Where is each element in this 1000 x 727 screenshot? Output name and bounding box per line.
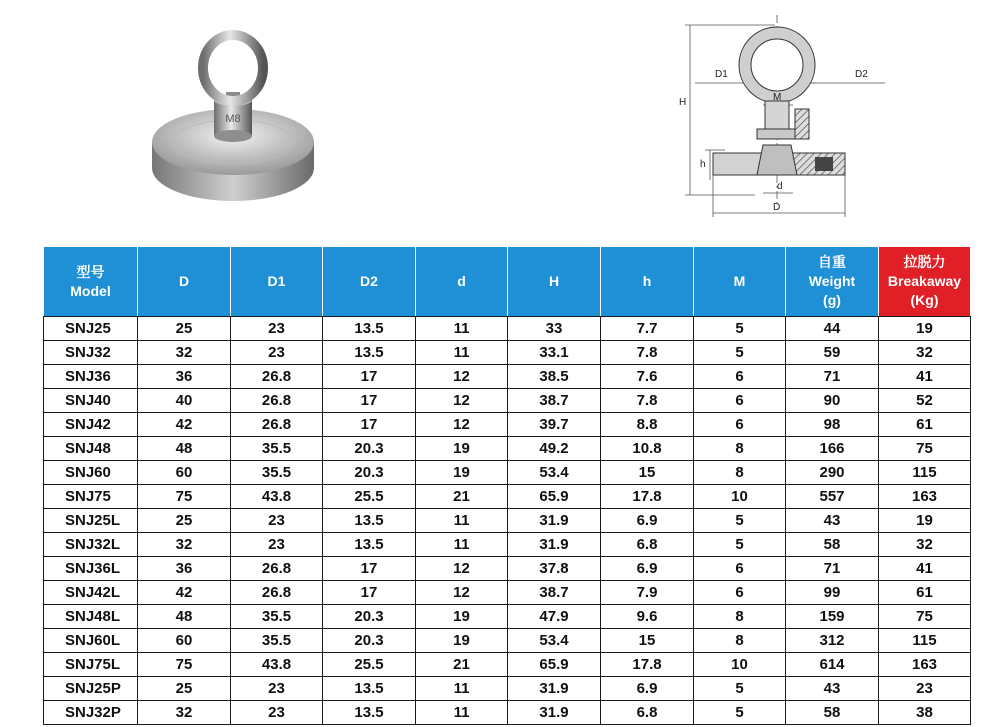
spec-table (43, 246, 971, 725)
header-d (138, 247, 231, 317)
cell-h-small: 7.6 (601, 365, 694, 389)
label-h-upper: H (679, 97, 687, 108)
table-row (44, 653, 971, 677)
header-h (508, 247, 601, 317)
cell-model: SNJ32P (44, 701, 138, 725)
cell-d-small: 11 (416, 701, 508, 725)
cell-breakaway: 38 (879, 701, 971, 725)
cell-d-small: 11 (416, 677, 508, 701)
table-row (44, 677, 971, 701)
cell-d1: 43.8 (231, 485, 323, 509)
cell-h: 53.4 (508, 461, 601, 485)
table-row (44, 485, 971, 509)
label-m: M (773, 92, 782, 103)
cell-d: 60 (138, 629, 231, 653)
cell-h-small: 7.9 (601, 581, 694, 605)
cell-d1: 23 (231, 341, 323, 365)
cell-h-small: 10.8 (601, 437, 694, 461)
cell-model: SNJ36L (44, 557, 138, 581)
cell-m: 5 (694, 701, 786, 725)
cell-d: 75 (138, 653, 231, 677)
header-d1 (231, 247, 323, 317)
cell-m: 5 (694, 533, 786, 557)
cell-weight: 159 (786, 605, 879, 629)
cell-d1: 43.8 (231, 653, 323, 677)
dimension-diagram (665, 5, 965, 220)
cell-h-small: 7.7 (601, 317, 694, 341)
cell-weight: 614 (786, 653, 879, 677)
cell-h-small: 6.8 (601, 701, 694, 725)
cell-d-small: 11 (416, 317, 508, 341)
cell-m: 6 (694, 389, 786, 413)
header-d-small (416, 247, 508, 317)
cell-d-small: 11 (416, 533, 508, 557)
cell-h: 31.9 (508, 509, 601, 533)
cell-d2: 17 (323, 365, 416, 389)
cell-h: 65.9 (508, 653, 601, 677)
cell-h-small: 17.8 (601, 485, 694, 509)
cell-d2: 25.5 (323, 485, 416, 509)
cell-h-small: 9.6 (601, 605, 694, 629)
header-line: Breakaway (887, 273, 962, 289)
cell-model: SNJ75 (44, 485, 138, 509)
cell-h-small: 6.9 (601, 557, 694, 581)
cell-d: 75 (138, 485, 231, 509)
cell-weight: 43 (786, 509, 879, 533)
table-row (44, 557, 971, 581)
cell-model: SNJ48 (44, 437, 138, 461)
header-line: M (733, 273, 746, 289)
cell-d1: 35.5 (231, 437, 323, 461)
table-body (44, 317, 971, 725)
cell-d-small: 19 (416, 437, 508, 461)
header-line: (g) (823, 292, 841, 308)
cell-d1: 26.8 (231, 389, 323, 413)
cell-breakaway: 41 (879, 365, 971, 389)
cell-weight: 58 (786, 701, 879, 725)
cell-weight: 43 (786, 677, 879, 701)
cell-model: SNJ32L (44, 533, 138, 557)
header-line: Weight (808, 273, 856, 289)
cell-h: 39.7 (508, 413, 601, 437)
cell-h: 38.7 (508, 389, 601, 413)
label-d-big: D (773, 202, 781, 213)
cell-d: 48 (138, 605, 231, 629)
cell-d-small: 21 (416, 653, 508, 677)
cell-d-small: 21 (416, 485, 508, 509)
label-h-lower: h (700, 159, 706, 170)
cell-breakaway: 19 (879, 317, 971, 341)
cell-d1: 23 (231, 701, 323, 725)
header-line: d (457, 273, 466, 289)
cell-weight: 557 (786, 485, 879, 509)
header-weight (786, 247, 879, 317)
table-row (44, 317, 971, 341)
cell-d1: 23 (231, 509, 323, 533)
cell-d-small: 12 (416, 413, 508, 437)
cell-m: 10 (694, 485, 786, 509)
cell-breakaway: 163 (879, 653, 971, 677)
cell-h: 53.4 (508, 629, 601, 653)
cell-d-small: 11 (416, 341, 508, 365)
cell-breakaway: 52 (879, 389, 971, 413)
cell-breakaway: 75 (879, 605, 971, 629)
cell-d-small: 12 (416, 557, 508, 581)
cell-d-small: 19 (416, 629, 508, 653)
cell-weight: 290 (786, 461, 879, 485)
cell-model: SNJ36 (44, 365, 138, 389)
label-d1: D1 (715, 69, 728, 80)
header-d2 (323, 247, 416, 317)
cell-h: 37.8 (508, 557, 601, 581)
cell-m: 8 (694, 629, 786, 653)
cell-h-small: 6.9 (601, 509, 694, 533)
cell-d: 36 (138, 557, 231, 581)
cell-d1: 26.8 (231, 413, 323, 437)
cell-d1: 35.5 (231, 461, 323, 485)
header-line: Model (70, 282, 111, 299)
table-row (44, 341, 971, 365)
cell-d: 48 (138, 437, 231, 461)
table-row (44, 509, 971, 533)
cell-model: SNJ42L (44, 581, 138, 605)
cell-model: SNJ32 (44, 341, 138, 365)
cell-d2: 17 (323, 581, 416, 605)
cell-weight: 98 (786, 413, 879, 437)
cell-m: 10 (694, 653, 786, 677)
cell-d2: 17 (323, 413, 416, 437)
cell-h-small: 7.8 (601, 389, 694, 413)
cell-d: 32 (138, 701, 231, 725)
cell-h-small: 15 (601, 461, 694, 485)
header-h-small (601, 247, 694, 317)
cell-model: SNJ25 (44, 317, 138, 341)
cell-weight: 59 (786, 341, 879, 365)
cell-d2: 13.5 (323, 533, 416, 557)
cell-m: 6 (694, 557, 786, 581)
cell-breakaway: 32 (879, 341, 971, 365)
cell-h: 38.5 (508, 365, 601, 389)
header-m (694, 247, 786, 317)
cell-d1: 26.8 (231, 581, 323, 605)
cell-d: 42 (138, 581, 231, 605)
cell-h-small: 8.8 (601, 413, 694, 437)
product-photo (148, 30, 318, 210)
label-d-small: d (777, 181, 783, 192)
cell-d-small: 19 (416, 605, 508, 629)
cell-h: 31.9 (508, 533, 601, 557)
cell-d2: 13.5 (323, 317, 416, 341)
cell-m: 5 (694, 341, 786, 365)
cell-d: 36 (138, 365, 231, 389)
cell-model: SNJ48L (44, 605, 138, 629)
table-row (44, 581, 971, 605)
cell-model: SNJ25P (44, 677, 138, 701)
photo-stamp-text: M8 (225, 113, 241, 125)
cell-d2: 13.5 (323, 701, 416, 725)
table-row (44, 629, 971, 653)
cell-d1: 23 (231, 677, 323, 701)
cell-d1: 23 (231, 533, 323, 557)
cell-breakaway: 23 (879, 677, 971, 701)
cell-h-small: 6.9 (601, 677, 694, 701)
cell-m: 6 (694, 413, 786, 437)
cell-weight: 71 (786, 365, 879, 389)
cell-weight: 71 (786, 557, 879, 581)
cell-model: SNJ75L (44, 653, 138, 677)
cell-d2: 13.5 (323, 677, 416, 701)
cell-d: 32 (138, 533, 231, 557)
cell-breakaway: 61 (879, 581, 971, 605)
cell-d: 25 (138, 677, 231, 701)
cell-h: 47.9 (508, 605, 601, 629)
cell-breakaway: 61 (879, 413, 971, 437)
cell-h: 65.9 (508, 485, 601, 509)
header-line: D2 (360, 273, 378, 289)
cell-m: 5 (694, 677, 786, 701)
cell-d2: 17 (323, 389, 416, 413)
cell-m: 6 (694, 581, 786, 605)
cell-d2: 20.3 (323, 629, 416, 653)
cell-breakaway: 19 (879, 509, 971, 533)
cell-m: 8 (694, 461, 786, 485)
cell-d-small: 19 (416, 461, 508, 485)
cell-d-small: 12 (416, 581, 508, 605)
header-breakaway (879, 247, 971, 317)
header-line: 拉脱力 (903, 254, 946, 270)
cell-d-small: 12 (416, 389, 508, 413)
cell-d1: 35.5 (231, 605, 323, 629)
cell-d2: 13.5 (323, 341, 416, 365)
cell-breakaway: 115 (879, 461, 971, 485)
cell-d1: 26.8 (231, 557, 323, 581)
cell-h: 31.9 (508, 701, 601, 725)
cell-d: 42 (138, 413, 231, 437)
cell-breakaway: 41 (879, 557, 971, 581)
cell-m: 5 (694, 317, 786, 341)
cell-breakaway: 163 (879, 485, 971, 509)
header-line: (Kg) (910, 292, 939, 308)
label-d2: D2 (855, 69, 868, 80)
table-row (44, 533, 971, 557)
cell-weight: 99 (786, 581, 879, 605)
table-row (44, 605, 971, 629)
table-row (44, 461, 971, 485)
cell-d2: 20.3 (323, 605, 416, 629)
header-line: D1 (267, 273, 286, 289)
cell-h: 33 (508, 317, 601, 341)
cell-d2: 20.3 (323, 461, 416, 485)
header-model (44, 247, 138, 317)
cell-model: SNJ40 (44, 389, 138, 413)
cell-h-small: 17.8 (601, 653, 694, 677)
cell-d2: 25.5 (323, 653, 416, 677)
cell-weight: 312 (786, 629, 879, 653)
cell-d1: 26.8 (231, 365, 323, 389)
cell-d: 32 (138, 341, 231, 365)
cell-weight: 58 (786, 533, 879, 557)
cell-d2: 13.5 (323, 509, 416, 533)
cell-model: SNJ60L (44, 629, 138, 653)
cell-model: SNJ60 (44, 461, 138, 485)
cell-d: 25 (138, 317, 231, 341)
header-line: H (548, 273, 560, 289)
cell-d: 60 (138, 461, 231, 485)
cell-d-small: 11 (416, 509, 508, 533)
header-line: D (178, 273, 190, 289)
cell-d: 40 (138, 389, 231, 413)
header-line: 自重 (818, 254, 846, 270)
cell-d2: 20.3 (323, 437, 416, 461)
cell-h: 49.2 (508, 437, 601, 461)
cell-d: 25 (138, 509, 231, 533)
cell-breakaway: 32 (879, 533, 971, 557)
cell-weight: 166 (786, 437, 879, 461)
cell-breakaway: 115 (879, 629, 971, 653)
cell-d2: 17 (323, 557, 416, 581)
cell-h: 38.7 (508, 581, 601, 605)
cell-h-small: 7.8 (601, 341, 694, 365)
cell-m: 8 (694, 437, 786, 461)
table-row (44, 413, 971, 437)
cell-h-small: 15 (601, 629, 694, 653)
cell-d1: 23 (231, 317, 323, 341)
cell-h: 31.9 (508, 677, 601, 701)
cell-m: 8 (694, 605, 786, 629)
cell-d-small: 12 (416, 365, 508, 389)
table-row (44, 365, 971, 389)
cell-model: SNJ25L (44, 509, 138, 533)
cell-m: 5 (694, 509, 786, 533)
table-row (44, 389, 971, 413)
cell-h: 33.1 (508, 341, 601, 365)
header-line: h (642, 273, 652, 289)
table-row (44, 701, 971, 725)
table-row (44, 437, 971, 461)
header-line: 型号 (76, 263, 105, 280)
cell-m: 6 (694, 365, 786, 389)
table-header-row (44, 247, 971, 317)
cell-weight: 90 (786, 389, 879, 413)
cell-weight: 44 (786, 317, 879, 341)
cell-d1: 35.5 (231, 629, 323, 653)
cell-model: SNJ42 (44, 413, 138, 437)
cell-breakaway: 75 (879, 437, 971, 461)
cell-h-small: 6.8 (601, 533, 694, 557)
